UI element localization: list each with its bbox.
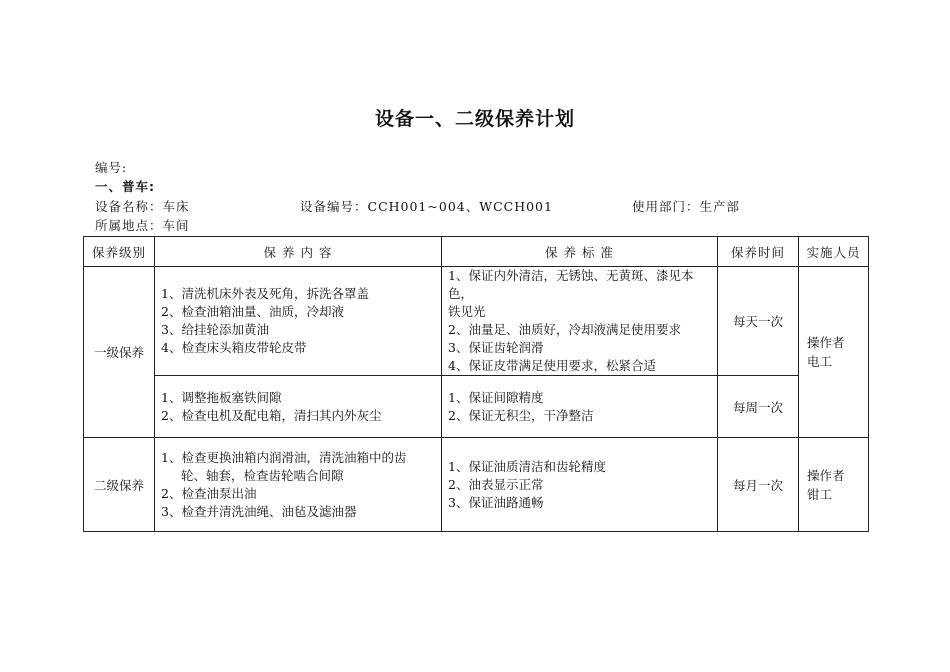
level-cell: 二级保养 xyxy=(84,438,155,532)
staff-line: 操作者 xyxy=(807,335,845,350)
serial-label: 编号: xyxy=(95,160,128,175)
standard-line: 3、保证齿轮润滑 xyxy=(448,340,544,355)
content-line: 3、检查并清洗油绳、油毡及滤油器 xyxy=(161,503,357,519)
content-cell xyxy=(155,376,442,438)
content-line: 1、检查更换油箱内润滑油，清洗油箱中的齿 xyxy=(161,449,407,465)
standard-line: 1、保证油质清洁和齿轮精度 xyxy=(448,458,606,474)
staff-line: 钳工 xyxy=(807,486,833,502)
equipment-number: 设备编号：CCH001~004、WCCH001 xyxy=(300,199,553,214)
standard-cell xyxy=(442,376,718,438)
staff-cell xyxy=(799,438,869,532)
content-line: 2、检查油泵出油 xyxy=(161,485,257,501)
content-cell xyxy=(155,438,442,532)
standard-line: 1、保证间隙精度 xyxy=(448,389,544,405)
table-row xyxy=(84,376,869,438)
header-level: 保养级别 xyxy=(84,237,155,267)
content-line: 2、检查油箱油量、油质，冷却液 xyxy=(161,304,344,319)
content-cell xyxy=(155,267,442,376)
standard-cell xyxy=(442,267,718,376)
standard-line: 1、保证内外清洁，无锈蚀、无黄斑、漆见本色， xyxy=(448,268,694,301)
content-line: 轮、轴套，检查齿轮啮合间隙 xyxy=(181,467,344,483)
table-row xyxy=(84,267,869,376)
time-cell: 每月一次 xyxy=(718,438,799,532)
level-cell: 一级保养 xyxy=(84,267,155,438)
content-line: 1、调整拖板塞铁间隙 xyxy=(161,389,282,405)
staff-cell xyxy=(799,267,869,438)
staff-line: 操作者 xyxy=(807,467,845,483)
table-row xyxy=(84,438,869,532)
header-staff: 实施人员 xyxy=(799,237,869,267)
equipment-name: 设备名称：车床 xyxy=(95,199,190,214)
standard-line: 2、保证无积尘，干净整洁 xyxy=(448,407,594,423)
time-cell: 每天一次 xyxy=(718,267,799,376)
header-standard: 保 养 标 准 xyxy=(442,237,718,267)
content-line: 2、检查电机及配电箱，清扫其内外灰尘 xyxy=(161,407,382,423)
page-title: 设备一、二级保养计划 xyxy=(374,108,575,130)
section-title: 一、普车: xyxy=(95,179,155,194)
header-content: 保 养 内 容 xyxy=(155,237,442,267)
standard-line: 3、保证油路通畅 xyxy=(448,494,544,510)
content-line: 1、清洗机床外表及死角，拆洗各罩盖 xyxy=(161,286,369,301)
header-time: 保养时间 xyxy=(718,237,799,267)
standard-line: 2、油表显示正常 xyxy=(448,476,544,492)
standard-line: 4、保证皮带满足使用要求，松紧合适 xyxy=(448,358,656,373)
staff-line: 电工 xyxy=(807,354,833,369)
content-line: 3、给挂轮添加黄油 xyxy=(161,322,269,337)
standard-line: 2、油量足、油质好，冷却液满足使用要求 xyxy=(448,322,681,337)
table-header-row xyxy=(84,237,869,267)
department: 使用部门：生产部 xyxy=(632,199,741,214)
standard-line: 铁见光 xyxy=(448,304,486,319)
maintenance-table xyxy=(83,236,869,532)
time-cell: 每周一次 xyxy=(718,376,799,438)
content-line: 4、检查床头箱皮带轮皮带 xyxy=(161,340,307,355)
standard-cell xyxy=(442,438,718,532)
location: 所属地点：车间 xyxy=(95,218,190,233)
